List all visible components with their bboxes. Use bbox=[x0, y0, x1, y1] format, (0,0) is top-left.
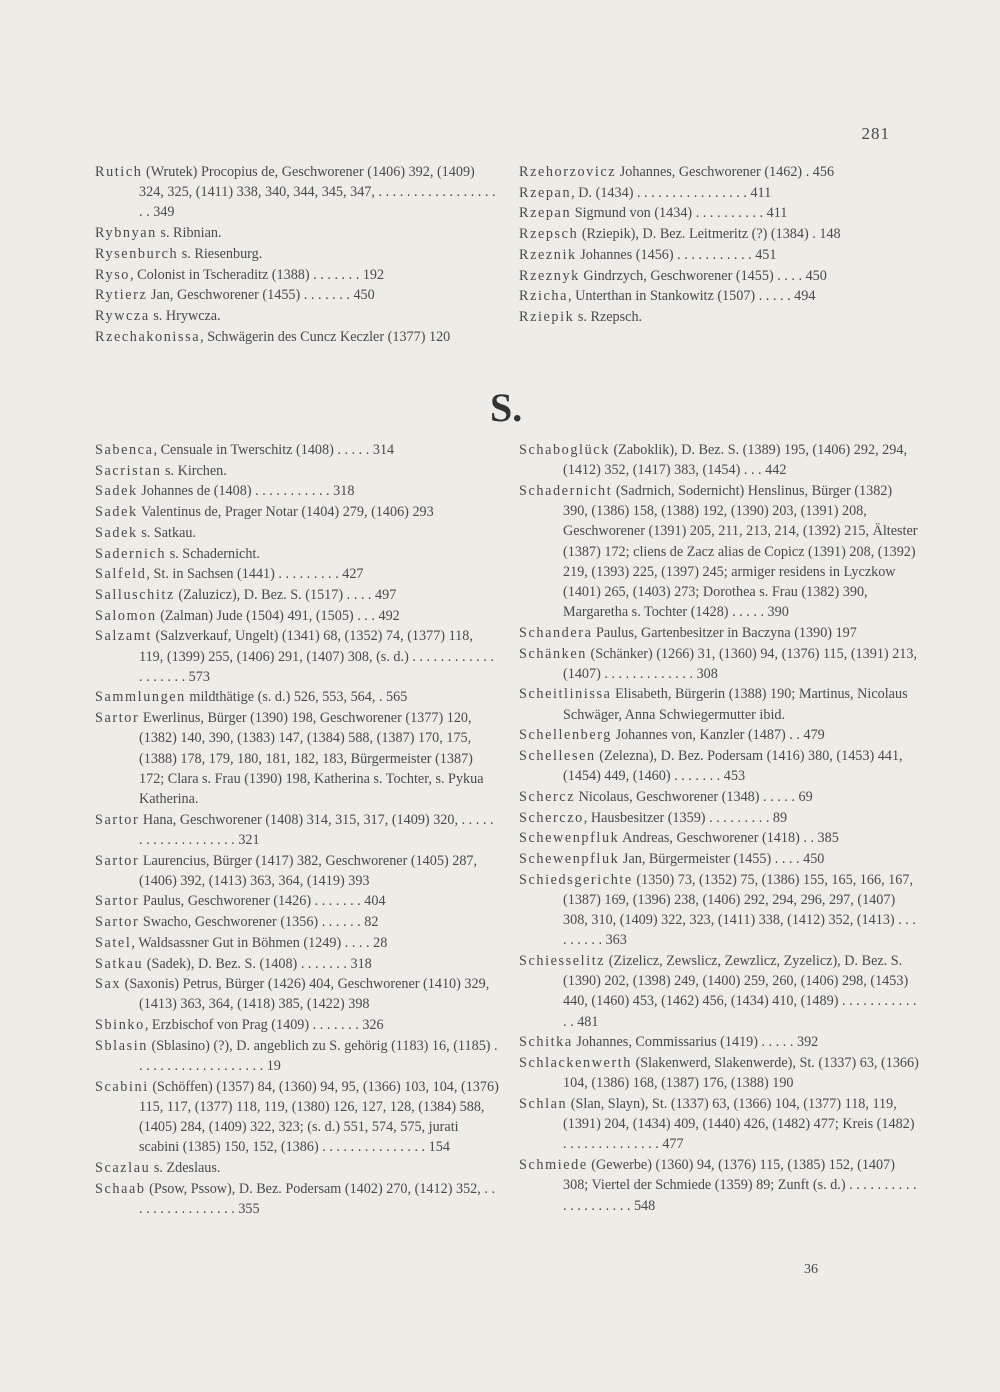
entry-headword: Sartor bbox=[95, 893, 140, 910]
entry-text: , Unterthan in Stankowitz (1507) . . . . . 494 bbox=[568, 288, 816, 305]
entry-text: (Gewerbe) (1360) 94, (1376) 115, (1385) 152, (1407) 308; Viertel der Schmiede (1359) 89; Zunft (s. d.) . . . . . . . . . . . . . . . . . . . . 548 bbox=[563, 1157, 917, 1214]
index-entry bbox=[95, 912, 499, 932]
index-entry bbox=[95, 1036, 499, 1076]
entry-headword: Rzehorzovicz bbox=[519, 164, 617, 180]
entry-text: s. Satkau. bbox=[137, 524, 197, 541]
entry-text: Gindrzych, Geschworener (1455) . . . . 450 bbox=[579, 267, 827, 284]
index-entry bbox=[519, 162, 919, 182]
entry-text: s. Ribnian. bbox=[156, 225, 222, 242]
entry-headword: Salluschitz bbox=[95, 586, 175, 603]
entry-text: Andreas, Geschworener (1418) . . 385 bbox=[619, 830, 839, 847]
entry-text: , D. (1434) . . . . . . . . . . . . . . . . 411 bbox=[571, 184, 772, 201]
entry-headword: Schercz bbox=[519, 788, 576, 805]
entry-headword: Schlan bbox=[519, 1096, 568, 1112]
entry-headword: Sacristan bbox=[95, 462, 162, 479]
index-entry bbox=[95, 461, 499, 481]
entry-headword: Schewenpfluk bbox=[519, 851, 620, 868]
entry-text: (Sadrnich, Sodernicht) Henslinus, Bürger (1382) 390, (1386) 158, (1388) 192, (1390) 203, (1391) 208, Geschworener (1391) 205, 211, 213, 214, (1392) 215, Ältester (1387) 172; cliens de Zacz alias de Copicz (1391) 208, (1392) 219, (1393) 225, (1397) 245; armiger residens in Lyczkow (1401) 265, (1403) 273; Dorothea s. Frau (1382) 390, Margaretha s. Tochter (1428) . . . . . 390 bbox=[563, 482, 918, 621]
entry-text: (Schänker) (1266) 31, (1360) 94, (1376) 115, (1391) 213, (1407) . . . . . . . . . . . . . 308 bbox=[563, 645, 918, 682]
entry-text: Johannes de (1408) . . . . . . . . . . . 318 bbox=[137, 483, 355, 500]
index-entry bbox=[519, 684, 919, 724]
index-entry bbox=[519, 951, 919, 1032]
entry-headword: Sax bbox=[95, 976, 122, 993]
entry-text: Johannes von, Kanzler (1487) . . 479 bbox=[612, 727, 825, 744]
entry-headword: Rytierz bbox=[95, 287, 148, 304]
entry-headword: Rzeznyk bbox=[519, 267, 580, 284]
entry-headword: Schitka bbox=[519, 1034, 573, 1051]
index-entry bbox=[519, 725, 919, 745]
index-entry bbox=[519, 266, 919, 286]
entry-text: , Colonist in Tscheraditz (1388) . . . . . . . 192 bbox=[130, 266, 385, 283]
entry-text: Johannes, Geschworener (1462) . 456 bbox=[616, 164, 835, 180]
entry-text: , Censuale in Twerschitz (1408) . . . . . 314 bbox=[153, 442, 395, 458]
entry-text: (Zelezna), D. Bez. Podersam (1416) 380, (1453) 441, (1454) 449, (1460) . . . . . . . 453 bbox=[563, 748, 903, 785]
index-entry bbox=[95, 1015, 499, 1035]
entry-headword: Sbinko bbox=[95, 1017, 145, 1034]
entry-headword: Schänken bbox=[519, 645, 587, 662]
index-column-right-main bbox=[519, 440, 919, 1216]
index-entry bbox=[95, 223, 499, 243]
index-entry bbox=[95, 606, 499, 626]
entry-headword: Schmiede bbox=[519, 1157, 588, 1174]
entry-headword: Sartor bbox=[95, 811, 140, 828]
entry-text: , Hausbesitzer (1359) . . . . . . . . . 89 bbox=[583, 809, 788, 826]
index-entry bbox=[519, 828, 919, 848]
index-entry bbox=[95, 523, 499, 543]
entry-headword: Schaboglück bbox=[519, 442, 610, 458]
section-heading: S. bbox=[490, 385, 523, 430]
index-entry bbox=[95, 851, 499, 891]
entry-headword: Rysenburch bbox=[95, 245, 179, 262]
index-entry bbox=[95, 481, 499, 501]
index-entry bbox=[519, 644, 919, 684]
entry-headword: Scabini bbox=[95, 1078, 149, 1095]
index-entry bbox=[519, 481, 919, 622]
entry-headword: Sabenca bbox=[95, 442, 154, 458]
entry-text: (Sblasino) (?), D. angeblich zu S. gehörig (1183) 16, (1185) . . . . . . . . . . . . . . . . . . . 19 bbox=[139, 1037, 498, 1075]
index-entry bbox=[95, 1158, 499, 1178]
index-entry bbox=[519, 307, 919, 327]
entry-text: Hana, Geschworener (1408) 314, 315, 317, (1409) 320, . . . . . . . . . . . . . . . . . . . 321 bbox=[139, 811, 494, 848]
index-entry bbox=[95, 502, 499, 522]
entry-text: s. Schadernicht. bbox=[166, 545, 260, 562]
entry-text: (Slan, Slayn), St. (1337) 63, (1366) 104, (1377) 118, 119, (1391) 204, (1434) 409, (1440) 426, (1482) 477; Kreis (1482) . . . . . . . . . . . . . . 477 bbox=[563, 1096, 915, 1153]
index-entry bbox=[95, 626, 499, 687]
entry-headword: Sadek bbox=[95, 524, 138, 541]
entry-headword: Sartor bbox=[95, 710, 140, 727]
index-entry bbox=[95, 1179, 499, 1219]
index-entry bbox=[95, 933, 499, 953]
index-entry bbox=[95, 306, 499, 326]
index-entry bbox=[95, 687, 499, 707]
index-entry bbox=[95, 954, 499, 974]
index-entry bbox=[519, 440, 919, 480]
entry-text: s. Hrywcza. bbox=[149, 307, 221, 324]
entry-text: mildthätige (s. d.) 526, 553, 564, . 565 bbox=[185, 689, 408, 706]
index-entry bbox=[95, 544, 499, 564]
index-column-left-main bbox=[95, 440, 499, 1220]
entry-headword: Scherczo bbox=[519, 809, 584, 826]
entry-headword: Sartor bbox=[95, 852, 140, 869]
entry-headword: Rutich bbox=[95, 164, 143, 180]
entry-text: Elisabeth, Bürgerin (1388) 190; Martinus, Nicolaus Schwäger, Anna Schwiegermutter ibid. bbox=[563, 686, 908, 723]
index-entry bbox=[519, 849, 919, 869]
entry-headword: Sblasin bbox=[95, 1037, 148, 1054]
entry-headword: Salzamt bbox=[95, 628, 152, 645]
index-entry bbox=[519, 286, 919, 306]
entry-text: s. Zdeslaus. bbox=[150, 1160, 221, 1177]
entry-text: Swacho, Geschworener (1356) . . . . . . 82 bbox=[139, 914, 379, 931]
entry-text: (Slakenwerd, Slakenwerde), St. (1337) 63, (1366) 104, (1386) 168, (1387) 176, (1388) 190 bbox=[563, 1055, 919, 1092]
entry-text: s. Riesenburg. bbox=[178, 245, 263, 262]
entry-headword: Satkau bbox=[95, 955, 144, 972]
entry-text: (Zaluzicz), D. Bez. S. (1517) . . . . 497 bbox=[174, 586, 397, 603]
index-entry bbox=[95, 285, 499, 305]
entry-headword: Scazlau bbox=[95, 1160, 151, 1177]
index-entry bbox=[95, 585, 499, 605]
entry-text: (Schöffen) (1357) 84, (1360) 94, 95, (1366) 103, 104, (1376) 115, 117, (1377) 118, 119, (1380) 126, 127, 128, (1384) 588, (1405) 284, (1409) 322, 323; (s. d.) 551, 574, 575, jurati scabini (1385) 150, 152, (1386) . . . . . . . . . . . . . . . 154 bbox=[139, 1078, 499, 1156]
entry-headword: Ryso bbox=[95, 266, 131, 283]
entry-text: Laurencius, Bürger (1417) 382, Geschworener (1405) 287, (1406) 392, (1413) 363, 364, (1419) 393 bbox=[139, 852, 478, 889]
entry-headword: Sartor bbox=[95, 914, 140, 931]
index-column-left-top bbox=[95, 162, 499, 347]
entry-headword: Schellesen bbox=[519, 748, 596, 765]
index-entry bbox=[95, 265, 499, 285]
entry-text: Sigmund von (1434) . . . . . . . . . . 411 bbox=[571, 205, 788, 222]
index-entry bbox=[519, 623, 919, 643]
index-entry bbox=[519, 1053, 919, 1093]
index-entry bbox=[95, 564, 499, 584]
entry-headword: Rzepan bbox=[519, 184, 572, 201]
entry-headword: Sadernich bbox=[95, 545, 167, 562]
entry-text: Paulus, Geschworener (1426) . . . . . . . 404 bbox=[139, 893, 386, 910]
index-entry bbox=[95, 974, 499, 1014]
page-number: 281 bbox=[861, 124, 890, 143]
entry-headword: Schlackenwerth bbox=[519, 1055, 633, 1072]
entry-text: Valentinus de, Prager Notar (1404) 279, (1406) 293 bbox=[137, 504, 434, 521]
index-entry bbox=[95, 1077, 499, 1158]
entry-headword: Rzicha bbox=[519, 288, 568, 305]
index-entry bbox=[95, 162, 499, 223]
entry-headword: Rywcza bbox=[95, 307, 150, 324]
index-entry bbox=[95, 440, 499, 460]
index-entry bbox=[519, 1094, 919, 1155]
entry-text: (Zalman) Jude (1504) 491, (1505) . . . 492 bbox=[156, 607, 400, 624]
entry-text: , St. in Sachsen (1441) . . . . . . . . . 427 bbox=[146, 566, 364, 583]
index-entry bbox=[95, 708, 499, 809]
index-entry bbox=[519, 1155, 919, 1216]
entry-text: Johannes (1456) . . . . . . . . . . . 451 bbox=[576, 246, 777, 263]
index-entry bbox=[519, 787, 919, 807]
entry-text: s. Rzepsch. bbox=[574, 308, 643, 325]
index-entry bbox=[519, 203, 919, 223]
index-entry bbox=[95, 810, 499, 850]
entry-headword: Schellenberg bbox=[519, 727, 613, 744]
entry-text: (Wrutek) Procopius de, Geschworener (1406) 392, (1409) 324, 325, (1411) 338, 340, 344, 345, 347, . . . . . . . . . . . . . . . . . . . 349 bbox=[139, 164, 496, 221]
entry-text: (1350) 73, (1352) 75, (1386) 155, 165, 166, 167, (1387) 169, (1396) 238, (1406) 292, 294, 296, 297, (1407) 308, 310, (1409) 322, 323, (1411) 338, (1412) 352, (1413) . . . . . . . . . 363 bbox=[563, 871, 916, 949]
entry-headword: Schewenpfluk bbox=[519, 830, 620, 847]
index-entry bbox=[519, 870, 919, 951]
entry-text: (Salzverkauf, Ungelt) (1341) 68, (1352) 74, (1377) 118, 119, (1399) 255, (1406) 291, (1407) 308, (s. d.) . . . . . . . . . . . . . . . . . . . 573 bbox=[139, 628, 494, 685]
entry-headword: Satel bbox=[95, 934, 132, 951]
entry-text: (Saxonis) Petrus, Bürger (1426) 404, Geschworener (1410) 329, (1413) 363, 364, (1418) 385, (1422) 398 bbox=[121, 976, 490, 1013]
index-entry bbox=[519, 183, 919, 203]
entry-headword: Sammlungen bbox=[95, 689, 186, 706]
entry-headword: Scheitlinissa bbox=[519, 686, 612, 703]
index-column-right-top bbox=[519, 162, 919, 328]
entry-headword: Schiesselitz bbox=[519, 953, 606, 970]
entry-text: s. Kirchen. bbox=[161, 462, 227, 479]
index-entry bbox=[95, 327, 499, 347]
entry-headword: Schandera bbox=[519, 624, 593, 641]
entry-text: (Psow, Pssow), D. Bez. Podersam (1402) 270, (1412) 352, . . . . . . . . . . . . . . . . 355 bbox=[139, 1180, 495, 1218]
entry-text: , Erzbischof von Prag (1409) . . . . . . . 326 bbox=[144, 1017, 384, 1034]
index-entry bbox=[519, 1032, 919, 1052]
index-entry bbox=[519, 224, 919, 244]
entry-headword: Rybnyan bbox=[95, 225, 157, 242]
entry-headword: Rziepik bbox=[519, 308, 575, 325]
entry-headword: Sadek bbox=[95, 504, 138, 521]
entry-headword: Salomon bbox=[95, 607, 157, 624]
entry-text: (Zaboklik), D. Bez. S. (1389) 195, (1406) 292, 294, (1412) 352, (1417) 383, (1454) . . . 442 bbox=[563, 442, 907, 479]
entry-text: Johannes, Commissarius (1419) . . . . . 392 bbox=[572, 1034, 819, 1051]
index-entry bbox=[519, 808, 919, 828]
entry-text: Ewerlinus, Bürger (1390) 198, Geschworener (1377) 120, (1382) 140, 390, (1383) 147, (1384) 588, (1387) 170, 175, (1388) 178, 179, 180, 181, 182, 183, Bürgermeister (1387) 172; Clara s. Frau (1390) 198, Katherina s. Tochter, s. Pykua Katherina. bbox=[139, 710, 484, 807]
index-entry bbox=[519, 245, 919, 265]
index-entry bbox=[519, 746, 919, 786]
entry-headword: Schaab bbox=[95, 1180, 146, 1197]
entry-headword: Rzepsch bbox=[519, 226, 579, 243]
entry-text: (Sadek), D. Bez. S. (1408) . . . . . . . 318 bbox=[143, 955, 372, 972]
entry-headword: Rzeznik bbox=[519, 246, 577, 263]
entry-headword: Sadek bbox=[95, 483, 138, 500]
entry-text: (Rziepik), D. Bez. Leitmeritz (?) (1384) . 148 bbox=[578, 226, 841, 243]
index-entry bbox=[95, 244, 499, 264]
entry-text: Nicolaus, Geschworener (1348) . . . . . 69 bbox=[575, 788, 813, 805]
entry-text: Jan, Geschworener (1455) . . . . . . . 450 bbox=[147, 287, 375, 304]
entry-text: , Schwägerin des Cuncz Keczler (1377) 120 bbox=[200, 328, 451, 345]
entry-text: , Waldsassner Gut in Böhmen (1249) . . . . 28 bbox=[131, 934, 388, 951]
entry-headword: Rzechakonissa bbox=[95, 328, 201, 345]
entry-text: (Zizelicz, Zewslicz, Zewzlicz, Zyzelicz), D. Bez. S. (1390) 202, (1398) 249, (1400) 259, 260, (1406) 298, (1453) 440, (1460) 453, (1462) 456, (1434) 410, (1489) . . . . . . . . . . . . . 481 bbox=[563, 953, 917, 1030]
entry-headword: Schiedsgerichte bbox=[519, 871, 633, 888]
index-entry bbox=[95, 891, 499, 911]
entry-headword: Salfeld bbox=[95, 566, 147, 583]
entry-text: Paulus, Gartenbesitzer in Baczyna (1390) 197 bbox=[592, 624, 857, 641]
entry-headword: Rzepan bbox=[519, 205, 572, 222]
entry-headword: Schadernicht bbox=[519, 482, 613, 499]
entry-text: Jan, Bürgermeister (1455) . . . . 450 bbox=[619, 851, 825, 868]
signature-mark: 36 bbox=[804, 1262, 818, 1277]
